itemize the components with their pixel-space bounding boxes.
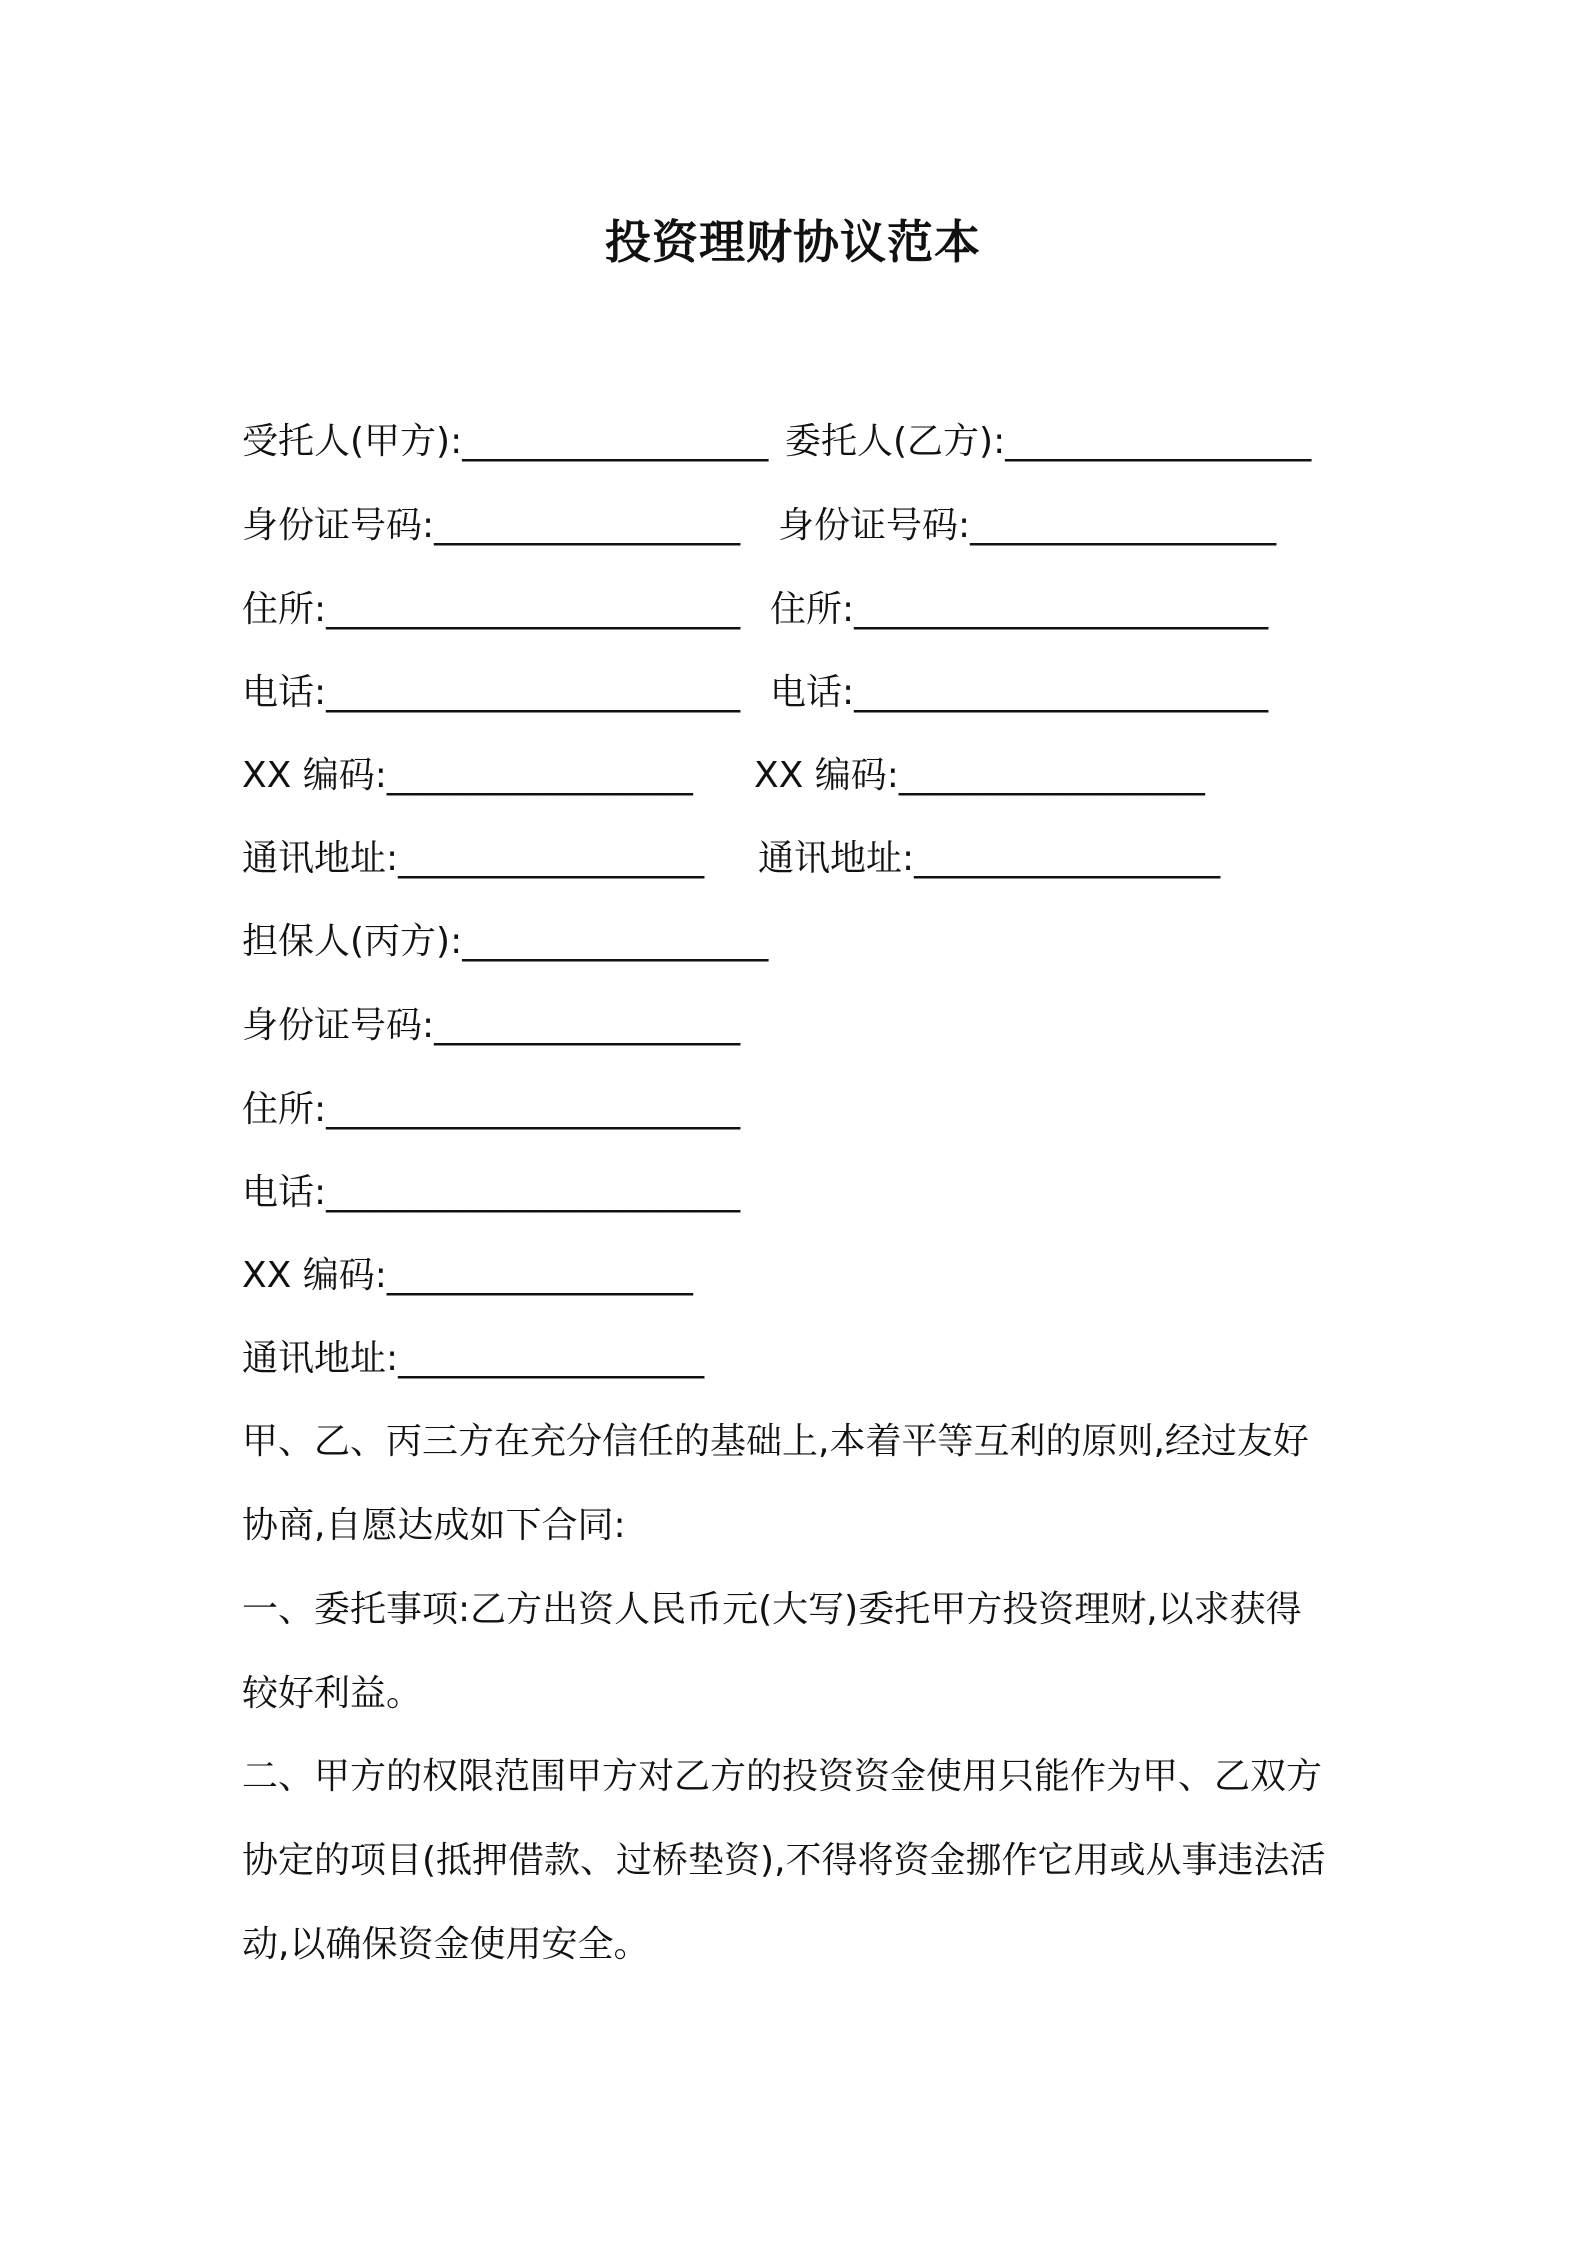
paragraph-line: 协商,自愿达成如下合同:: [242, 1505, 626, 1546]
paragraph-line: 动,以确保资金使用安全。: [242, 1924, 650, 1965]
field-guarantor-address: 住所:_______________________: [242, 1089, 741, 1130]
field-id-a: 身份证号码:_________________: [242, 505, 741, 546]
document-title: 投资理财协议范本: [605, 215, 981, 269]
field-mailing-a: 通讯地址:_________________: [242, 838, 705, 879]
field-row-code: [242, 746, 1205, 806]
paragraph-line: 较好利益。: [242, 1673, 423, 1714]
field-row-id: [242, 496, 1277, 556]
field-address-a: 住所:_______________________: [242, 589, 741, 630]
field-row-phone: [242, 663, 1269, 723]
field-phone-a: 电话:_______________________: [242, 672, 741, 713]
field-row-mailing: [242, 829, 1221, 889]
field-code-b: XX 编码:_________________: [754, 755, 1205, 796]
field-phone-b: 电话:_______________________: [770, 672, 1269, 713]
field-row-address: [242, 580, 1269, 640]
field-client: 委托人(乙方):_________________: [785, 421, 1312, 462]
field-code-a: XX 编码:_________________: [242, 755, 693, 796]
paragraph-line: 一、委托事项:乙方出资人民币元(大写)委托甲方投资理财,以求获得: [242, 1589, 1302, 1630]
paragraph-line: 协定的项目(抵押借款、过桥垫资),不得将资金挪作它用或从事违法活: [242, 1840, 1326, 1881]
field-guarantor-code: XX 编码:_________________: [242, 1255, 693, 1296]
field-row-trustee: [242, 412, 1312, 472]
field-address-b: 住所:_______________________: [770, 589, 1269, 630]
field-guarantor-phone: 电话:_______________________: [242, 1172, 741, 1213]
field-id-b: 身份证号码:_________________: [778, 505, 1277, 546]
field-mailing-b: 通讯地址:_________________: [758, 838, 1221, 879]
field-guarantor-id: 身份证号码:_________________: [242, 1005, 741, 1046]
field-trustee: 受托人(甲方):_________________: [242, 421, 769, 462]
field-guarantor-mailing: 通讯地址:_________________: [242, 1338, 705, 1379]
paragraph-line: 甲、乙、丙三方在充分信任的基础上,本着平等互利的原则,经过友好: [242, 1421, 1309, 1462]
field-guarantor: 担保人(丙方):_________________: [242, 921, 769, 962]
paragraph-line: 二、甲方的权限范围甲方对乙方的投资资金使用只能作为甲、乙双方: [242, 1756, 1323, 1797]
